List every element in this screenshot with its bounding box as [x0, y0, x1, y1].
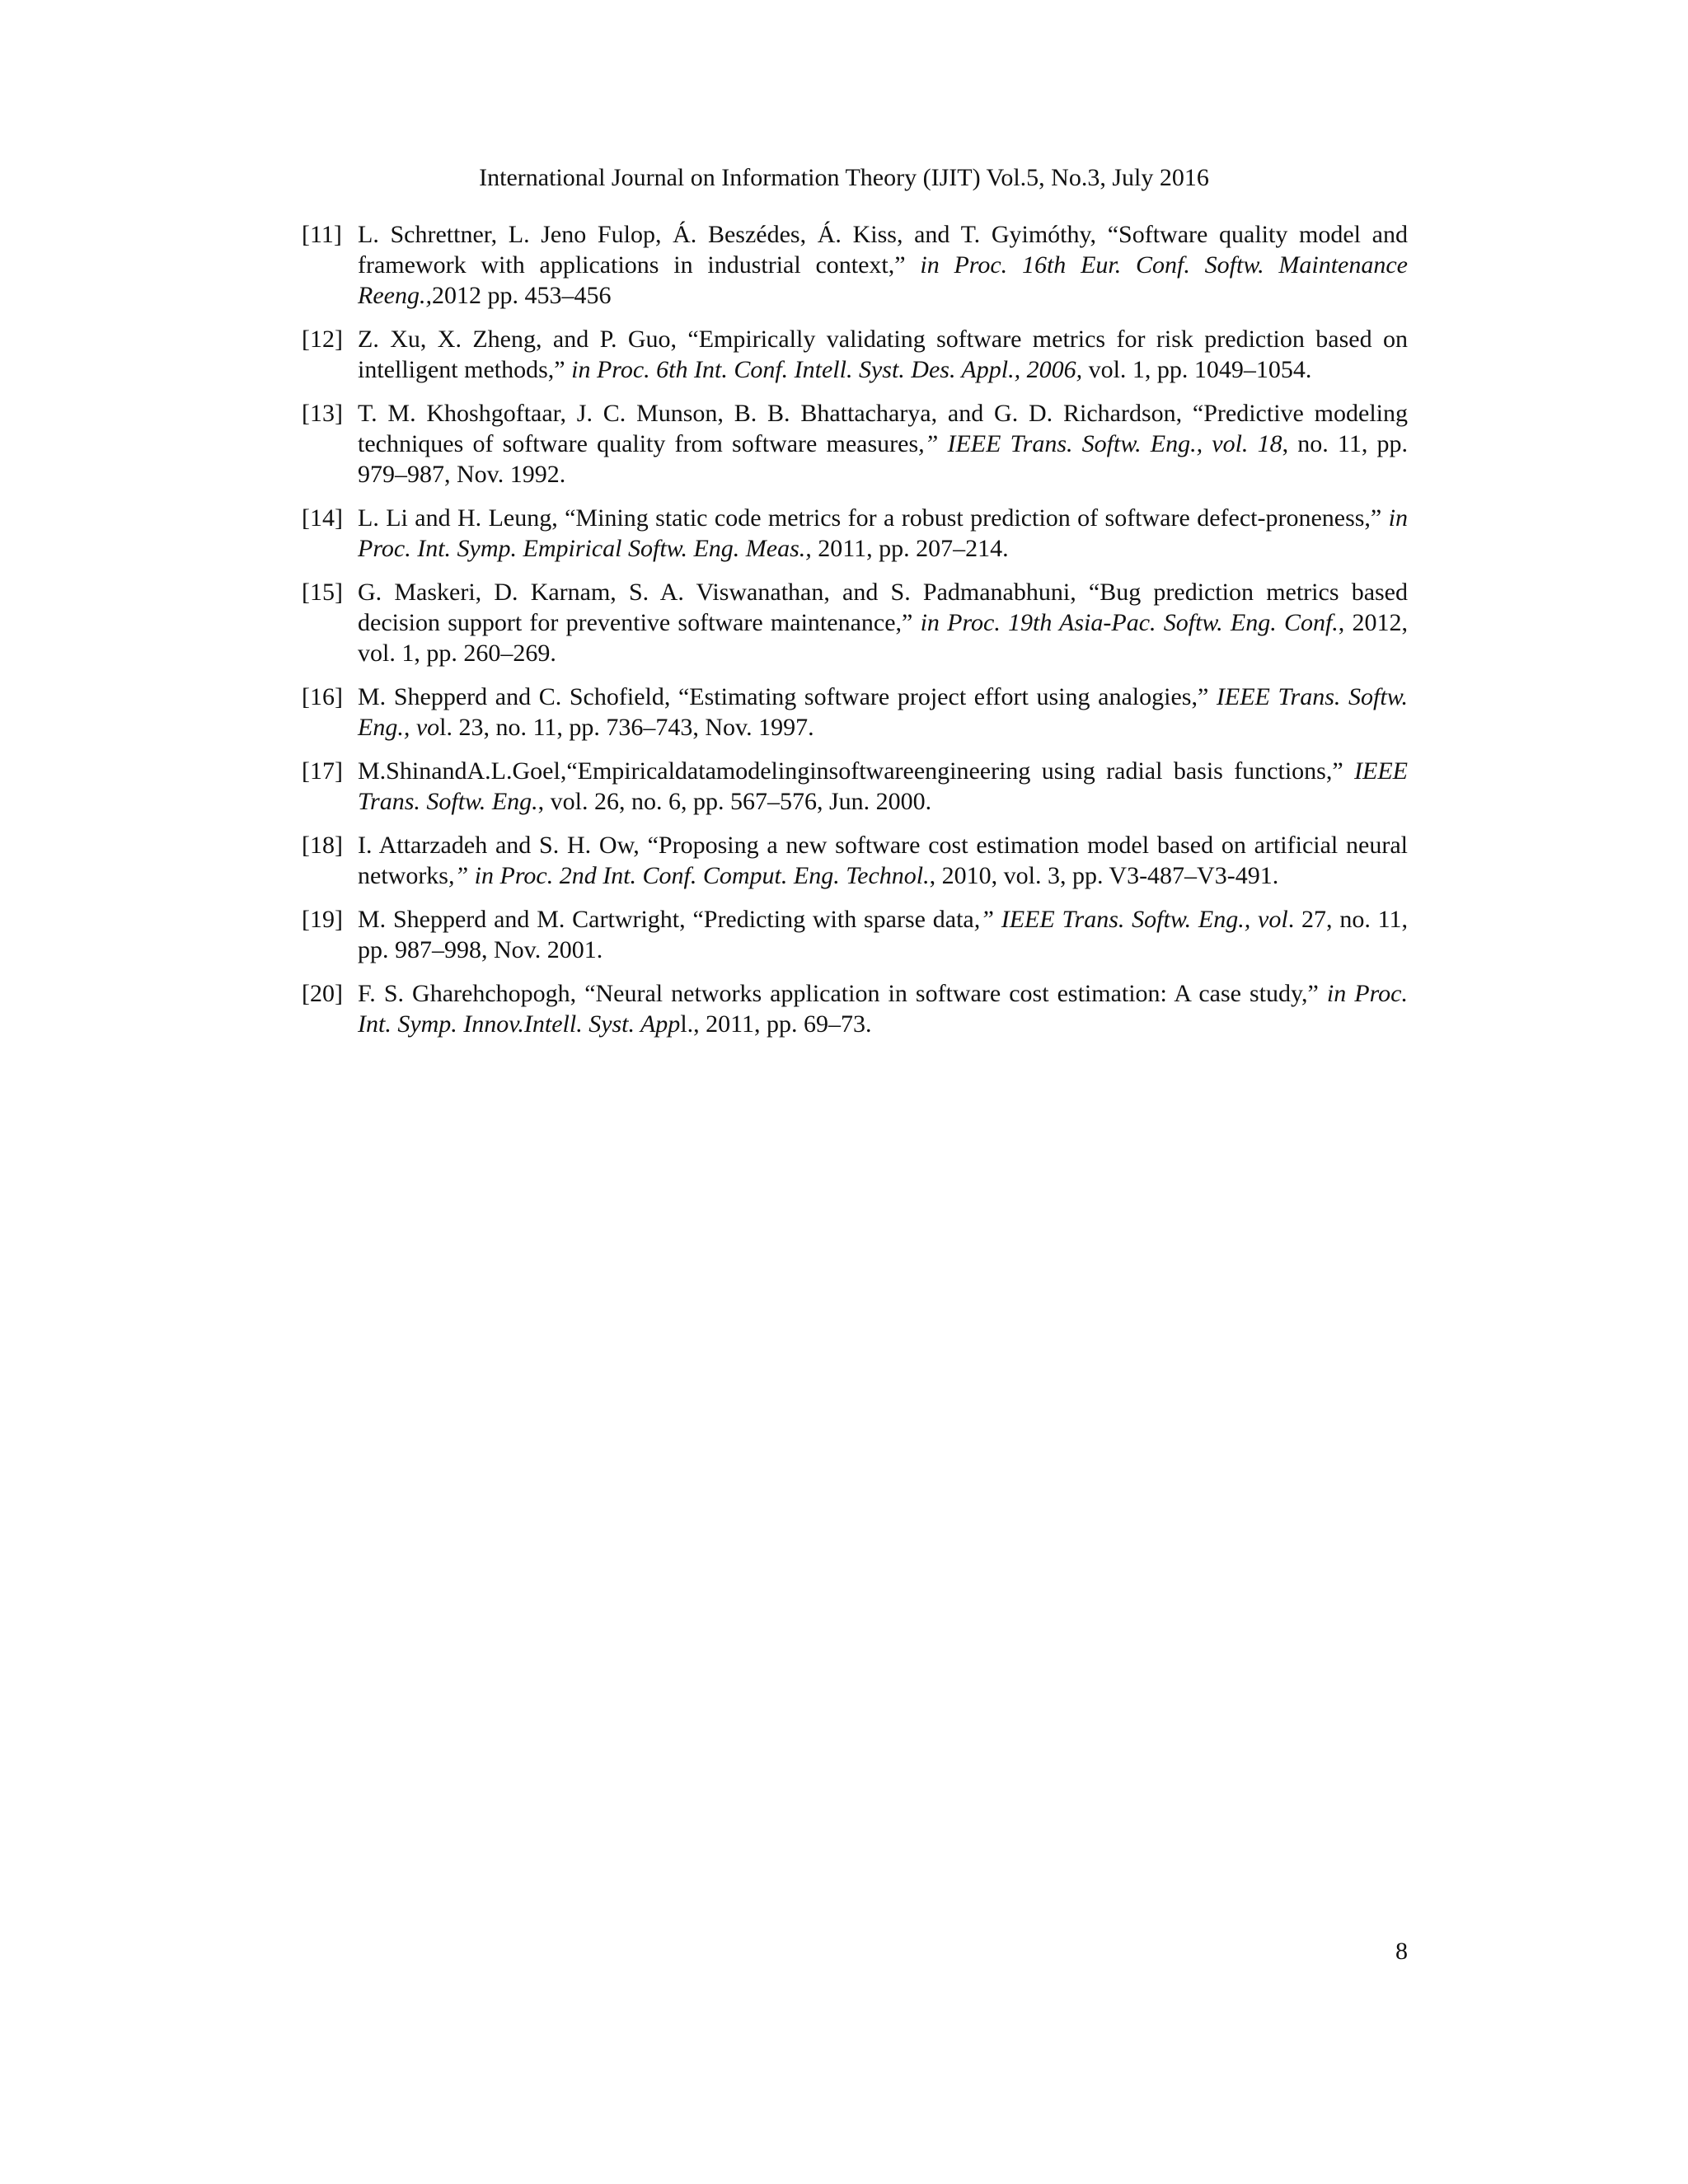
reference-item [302, 756, 1408, 817]
reference-number: [20] [302, 980, 343, 1007]
reference-venue: ,” IEEE Trans. Softw. Eng., vol [973, 906, 1288, 933]
reference-item [302, 324, 1408, 385]
reference-text-part: M. Shepperd and C. Schofield, “Estimating software project effort using analogies,” [358, 683, 1217, 710]
reference-item [302, 978, 1408, 1039]
reference-number: [15] [302, 579, 343, 606]
reference-text-part: , 2010, vol. 3, pp. V3-487–V3-491. [929, 862, 1279, 889]
reference-text [358, 219, 1408, 311]
reference-venue: in Proc. 19th Asia-Pac. Softw. Eng. Conf. [920, 609, 1339, 636]
reference-text [358, 830, 1408, 891]
reference-item [302, 682, 1408, 743]
running-header: International Journal on Information Theory (IJIT) Vol.5, No.3, July 2016 [479, 164, 1209, 191]
reference-number: [16] [302, 683, 343, 710]
reference-number: [11] [302, 221, 342, 248]
reference-text [358, 904, 1408, 965]
reference-number: [19] [302, 906, 343, 933]
reference-venue: in Proc. Int. Symp. Empirical Softw. Eng. Meas., [358, 504, 1408, 562]
reference-venue: IEEE Trans. Softw. Eng. [358, 757, 1408, 815]
reference-text-part: L. Schrettner, L. Jeno Fulop, Á. Beszédes, Á. Kiss, and T. Gyimóthy, “Software quality model and framework with applications in industrial context,” [358, 221, 1408, 279]
reference-text-part: . 27, no. 11, pp. 987–998, Nov. 2001. [358, 906, 1409, 963]
reference-venue: ,” in Proc. 2nd Int. Conf. Comput. Eng. Technol. [448, 862, 930, 889]
reference-text-part: M.ShinandA.L.Goel,“Empiricaldatamodelinginsoftwareengineering using radial basis functions,” [358, 757, 1355, 785]
reference-text-part: , no. 11, pp. 979–987, Nov. 1992. [358, 430, 1408, 488]
reference-text-part: G. Maskeri, D. Karnam, S. A. Viswanathan, and S. Padmanabhuni, “Bug prediction metrics based decision support for preventive software maintenance,” [358, 579, 1408, 636]
reference-number: [12] [302, 326, 343, 353]
reference-venue: ,” IEEE Trans. Softw. Eng., vol. 18 [918, 430, 1282, 457]
reference-number: [14] [302, 504, 343, 532]
reference-venue: IEEE Trans. Softw. Eng., vo [358, 683, 1408, 741]
reference-text-part: I. Attarzadeh and S. H. Ow, “Proposing a new software cost estimation model based on artificial neural networks [358, 832, 1408, 889]
reference-item [302, 904, 1408, 965]
reference-item [302, 398, 1408, 490]
reference-text-part: , 2012, vol. 1, pp. 260–269. [358, 609, 1409, 667]
reference-text [358, 398, 1408, 490]
reference-text [358, 503, 1408, 564]
reference-text-part: l. 23, no. 11, pp. 736–743, Nov. 1997. [439, 714, 814, 741]
reference-venue: in Proc. 6th Int. Conf. Intell. Syst. Des. Appl., 2006, [571, 356, 1083, 383]
reference-number: [13] [302, 400, 343, 427]
reference-item [302, 577, 1408, 668]
reference-text-part: M. Shepperd and M. Cartwright, “Predicting with sparse data [358, 906, 974, 933]
reference-text [358, 682, 1408, 743]
reference-text-part: , vol. 26, no. 6, pp. 567–576, Jun. 2000. [537, 788, 932, 815]
reference-text-part: F. S. Gharehchopogh, “Neural networks application in software cost estimation: A case study,” [358, 980, 1327, 1007]
reference-item [302, 219, 1408, 311]
reference-text [358, 324, 1408, 385]
reference-item [302, 503, 1408, 564]
page-number: 8 [1395, 1938, 1408, 1965]
reference-number: [18] [302, 832, 343, 859]
reference-venue: in Proc. 16th Eur. Conf. Softw. Maintenance Reeng., [358, 251, 1408, 309]
reference-text [358, 756, 1408, 817]
reference-text-part: Z. Xu, X. Zheng, and P. Guo, “Empirically validating software metrics for risk prediction based on intelligent methods,” [358, 326, 1408, 383]
reference-text-part: 2012 pp. 453–456 [431, 282, 612, 309]
reference-venue: in Proc. Int. Symp. Innov.Intell. Syst. App [358, 980, 1408, 1038]
reference-text-part: l., 2011, pp. 69–73. [680, 1010, 872, 1038]
reference-text-part: 2011, pp. 207–214. [811, 535, 1009, 562]
reference-text [358, 978, 1408, 1039]
reference-text [358, 577, 1408, 668]
reference-number: [17] [302, 757, 343, 785]
reference-text-part: T. M. Khoshgoftaar, J. C. Munson, B. B. Bhattacharya, and G. D. Richardson, “Predictive modeling techniques of software quality from software measures [358, 400, 1408, 457]
reference-text-part: L. Li and H. Leung, “Mining static code metrics for a robust prediction of software defect-proneness,” [358, 504, 1389, 532]
reference-list [302, 219, 1408, 1052]
reference-item [302, 830, 1408, 891]
reference-text-part: vol. 1, pp. 1049–1054. [1082, 356, 1312, 383]
